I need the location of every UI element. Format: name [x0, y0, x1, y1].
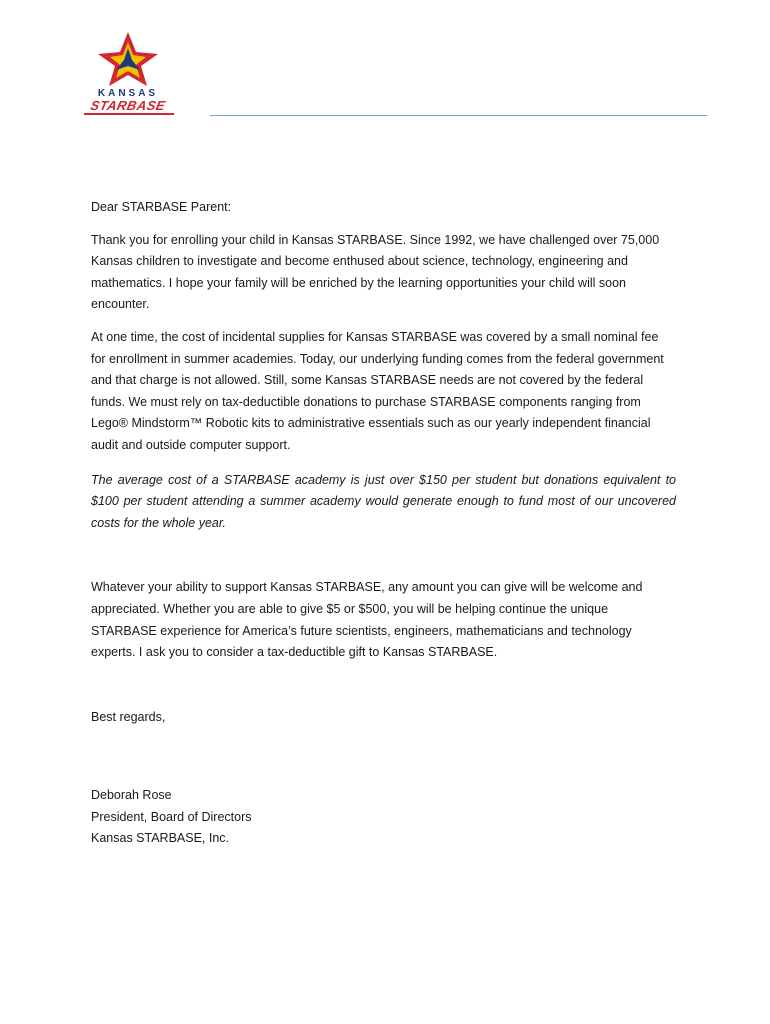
paragraph-enrollment: Thank you for enrolling your child in Kansas STARBASE. Since 1992, we have challenged over 75,000 Kansas children to investigate and become enthused about science, technology, engineering and mathematics. I hope your family will be enriched by the learning opportunities your child will soon encounter. — [91, 232, 660, 312]
paragraph-donation-request: Whatever your ability to support Kansas STARBASE, any amount you can give will be welcome and appreciated. Whether you are able to give $5 or $500, you will be helping continue the unique STARBASE experience for America’s future scientists, engineers, mathematicians and technology experts. I ask you to consider a tax-deductible gift to Kansas STARBASE. — [91, 580, 643, 660]
signature-block — [91, 785, 676, 850]
letter-body — [91, 197, 676, 850]
paragraph-cost-note: The average cost of a STARBASE academy is just over $150 per student but donations equivalent to $100 per student attending a summer academy would generate enough to fund most of our uncovered costs for the whole year. — [91, 472, 676, 530]
paragraph-funding: At one time, the cost of incidental supplies for Kansas STARBASE was covered by a small nominal fee for enrollment in summer academies. Today, our underlying funding comes from the federal government and that charge is not allowed. Still, some Kansas STARBASE needs are not covered by the federal funds. We must rely on tax-deductible donations to purchase STARBASE components ranging from Lego® Mindstorm™ Robotic kits to administrative essentials such as our yearly independent financial audit and outside computer support. — [91, 329, 664, 452]
header-divider — [210, 115, 707, 116]
closing: Best regards, — [91, 709, 166, 724]
kansas-starbase-logo — [80, 30, 176, 116]
logo-swoosh — [84, 113, 174, 115]
signature-title: President, Board of Directors — [91, 809, 252, 824]
logo-starbase-text: STARBASE — [89, 98, 167, 113]
signature-name: Deborah Rose — [91, 788, 172, 803]
logo-kansas-text: KANSAS — [97, 88, 159, 99]
signature-organization: Kansas STARBASE, Inc. — [91, 831, 230, 846]
star-shuttle-icon — [80, 30, 176, 90]
salutation: Dear STARBASE Parent: — [91, 200, 232, 214]
